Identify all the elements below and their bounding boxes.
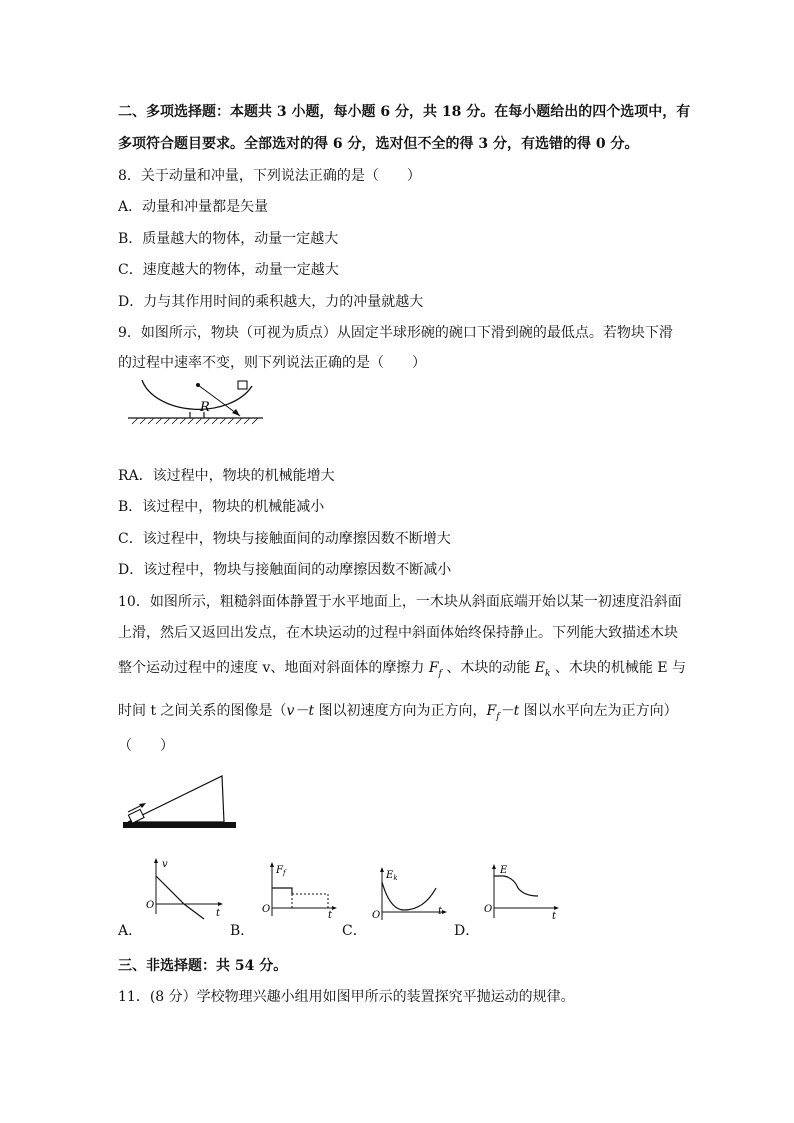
graph-b-x-arrow	[332, 906, 337, 910]
q10-vt-symbol: v－t	[286, 703, 315, 719]
q11-stem: 11．(8 分）学校物理兴趣小组用如图甲所示的装置探究平抛运动的规律。	[118, 989, 575, 1005]
graph-d-y-arrow	[492, 864, 496, 869]
graph-c-ek-curve	[382, 882, 436, 910]
block	[238, 381, 247, 389]
graph-a-x-arrow	[218, 902, 223, 906]
graph-d-e-curve	[494, 876, 538, 896]
q10-option-b-label: B．	[230, 923, 255, 939]
q8-option-b: B．质量越大的物体，动量一定越大	[118, 231, 339, 247]
q10-graph-c	[368, 864, 450, 924]
graph-c-x-arrow	[442, 910, 447, 914]
q9-bowl-figure	[118, 376, 268, 432]
graph-a-y-arrow	[154, 858, 158, 863]
q10-option-d-label: D．	[454, 923, 480, 939]
graph-b-y-arrow	[270, 862, 274, 867]
q9-option-a: RA．该过程中，物块的机械能增大	[118, 468, 335, 484]
q10-stem-line4: 时间 t 之间关系的图像是（v－t 图以初速度方向为正方向，$F_f-t$ 图以水平向左为正方向）	[118, 703, 678, 722]
graph-a-velocity-line	[156, 876, 204, 919]
q10-graph-a	[144, 856, 226, 920]
q10-ft-symbol: $F_f-t$	[486, 703, 520, 722]
q10-text-e: 、木块的机械能 E 与	[550, 660, 687, 676]
q9-stem-line2: 的过程中速率不变，则下列说法正确的是（ ）	[118, 355, 426, 371]
q8-option-a: A．动量和冲量都是矢量	[118, 199, 269, 215]
q10-text-ek: 、木块的动能	[441, 660, 535, 676]
ground-hatching	[132, 418, 258, 424]
q10-stem-line2: 上滑，然后又返回出发点，在木块运动的过程中斜面体始终保持静止。下列能大致描述木块	[118, 625, 678, 641]
q10-option-a-label: A．	[118, 923, 143, 939]
graph-b-ylabel: $F_f$	[276, 865, 286, 877]
q8-option-c: C．速度越大的物体，动量一定越大	[118, 262, 339, 278]
q10-ek-symbol: $E_k$	[534, 660, 551, 679]
graph-d-origin: O	[484, 904, 493, 915]
q10-graph-b	[260, 860, 342, 920]
graph-a-ylabel: v	[162, 859, 168, 870]
q9-option-d: D．该过程中，物块与接触面间的动摩擦因数不断减小	[118, 562, 452, 578]
q10-text-velocity: 整个运动过程中的速度 v、地面对斜面体的摩擦力	[118, 660, 429, 676]
graph-c-ylabel: $E_k$	[386, 870, 398, 882]
q10-incline-figure	[118, 768, 242, 832]
graph-b-xlabel: t	[328, 910, 333, 920]
section2-instructions-line2: 多项符合题目要求。全部选对的得 6 分，选对但不全的得 3 分，有选错的得 0 分。	[118, 136, 639, 152]
section2-instructions-line1: 二、多项选择题：本题共 3 小题，每小题 6 分，共 18 分。在每小题给出的四个选项中，有	[118, 104, 691, 120]
graph-b-origin: O	[262, 904, 271, 915]
graph-b-step-dashed	[292, 894, 328, 908]
graph-d-x-arrow	[554, 906, 559, 910]
q10-stem-line1: 10．如图所示，粗糙斜面体静置于水平地面上，一木块从斜面底端开始以某一初速度沿斜面	[118, 594, 682, 610]
q9-option-b: B．该过程中，物块的机械能减小	[118, 499, 325, 515]
radius-label: R	[200, 400, 210, 415]
graph-d-xlabel: t	[552, 911, 557, 922]
graph-d-ylabel: E	[500, 865, 508, 876]
floor-slab	[123, 822, 236, 828]
wood-block	[128, 809, 144, 823]
graph-a-xlabel: t	[216, 908, 221, 919]
q10-stem-line5: （ ）	[118, 738, 174, 754]
graph-a-origin: O	[146, 900, 155, 911]
q10-option-c-label: C．	[342, 923, 367, 939]
q8-option-d: D．力与其作用时间的乘积越大，力的冲量就越大	[118, 294, 424, 310]
q10-ff-symbol: $F_f$	[428, 660, 442, 679]
q8-stem: 8．关于动量和冲量，下列说法正确的是（ ）	[118, 168, 421, 184]
radius-arrowhead	[232, 409, 240, 416]
q9-option-c: C．该过程中，物块与接触面间的动摩擦因数不断增大	[118, 531, 451, 547]
section3-title: 三、非选择题：共 54 分。	[118, 958, 288, 974]
graph-c-y-arrow	[380, 867, 384, 872]
graph-c-xlabel: t	[438, 906, 443, 917]
q10-graph-d	[480, 862, 562, 922]
q10-stem-line3	[118, 658, 686, 684]
q9-stem-line1: 9．如图所示，物块（可视为质点）从固定半球形碗的碗口下滑到碗的最低点。若物块下滑	[118, 325, 673, 341]
graph-c-origin: O	[372, 910, 381, 921]
graph-b-step-solid	[272, 888, 292, 894]
